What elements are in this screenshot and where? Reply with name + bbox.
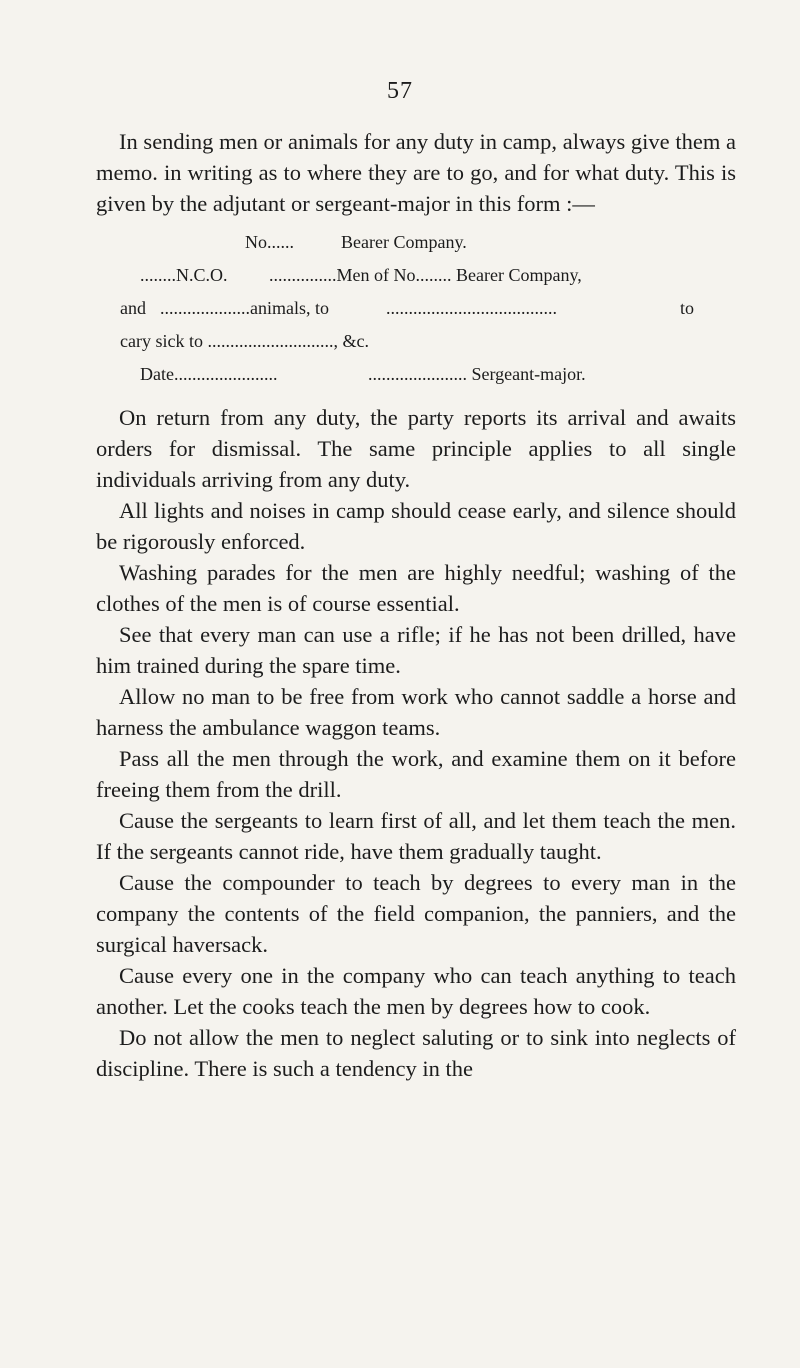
memo-form bbox=[96, 227, 736, 392]
form-to-label: to bbox=[680, 298, 695, 318]
paragraph-teach-another: Cause every one in the company who can teach anything to teach another. Let the cooks teach the men by degrees how to cook. bbox=[96, 963, 736, 1019]
paragraph-memo-instruction: In sending men or animals for any duty in camp, always give them a memo. in writing as to where they are to go, and for what duty. This is given by the adjutant or sergeant-major in this form :— bbox=[96, 129, 736, 216]
paragraph-saluting: Do not allow the men to neglect saluting or to sink into neglects of discipline. There is such a tendency in the bbox=[96, 1025, 736, 1081]
paragraph-compounder: Cause the compounder to teach by degrees to every man in the company the contents of the field companion, the panniers, and the surgical haversack. bbox=[96, 870, 736, 957]
form-date-field: Date....................... bbox=[140, 364, 278, 384]
paragraph-return-duty: On return from any duty, the party reports its arrival and awaits orders for dismissal. The same principle applies to all single individuals arriving from any duty. bbox=[96, 405, 736, 492]
form-line-company bbox=[96, 227, 736, 260]
paragraph-saddle-horse: Allow no man to be free from work who cannot saddle a horse and harness the ambulance waggon teams. bbox=[96, 684, 736, 740]
paragraph-rifle-training: See that every man can use a rifle; if he has not been drilled, have him trained during the spare time. bbox=[96, 622, 736, 678]
form-destination-dots: ...................................... bbox=[386, 298, 557, 318]
form-men-field: ...............Men of No........ Bearer Company, bbox=[269, 265, 582, 285]
paragraph-sergeants-teach: Cause the sergeants to learn first of all, and let them teach the men. If the sergeants cannot ride, have them gradually taught. bbox=[96, 808, 736, 864]
form-line-animals bbox=[96, 293, 736, 326]
page-number: 57 bbox=[387, 78, 413, 104]
form-animals-field: ....................animals, to bbox=[160, 298, 329, 318]
paragraph-washing-parades: Washing parades for the men are highly needful; washing of the clothes of the men is of course essential. bbox=[96, 560, 736, 616]
form-sick-field: cary sick to ............................, &c. bbox=[120, 331, 369, 351]
form-line-sick bbox=[96, 326, 736, 359]
form-bearer-company: Bearer Company. bbox=[341, 232, 467, 252]
form-and-label: and bbox=[120, 298, 146, 318]
page-body bbox=[96, 126, 736, 1084]
form-nco-field: ........N.C.O. bbox=[140, 265, 228, 285]
paragraph-pass-work: Pass all the men through the work, and examine them on it before freeing them from the drill. bbox=[96, 746, 736, 802]
form-line-nco bbox=[96, 260, 736, 293]
paragraph-lights-noises: All lights and noises in camp should cease early, and silence should be rigorously enforced. bbox=[96, 498, 736, 554]
form-no-field: No...... bbox=[245, 232, 294, 252]
form-sergeant-major-signature: ...................... Sergeant-major. bbox=[368, 364, 586, 384]
form-line-signature bbox=[96, 359, 736, 392]
